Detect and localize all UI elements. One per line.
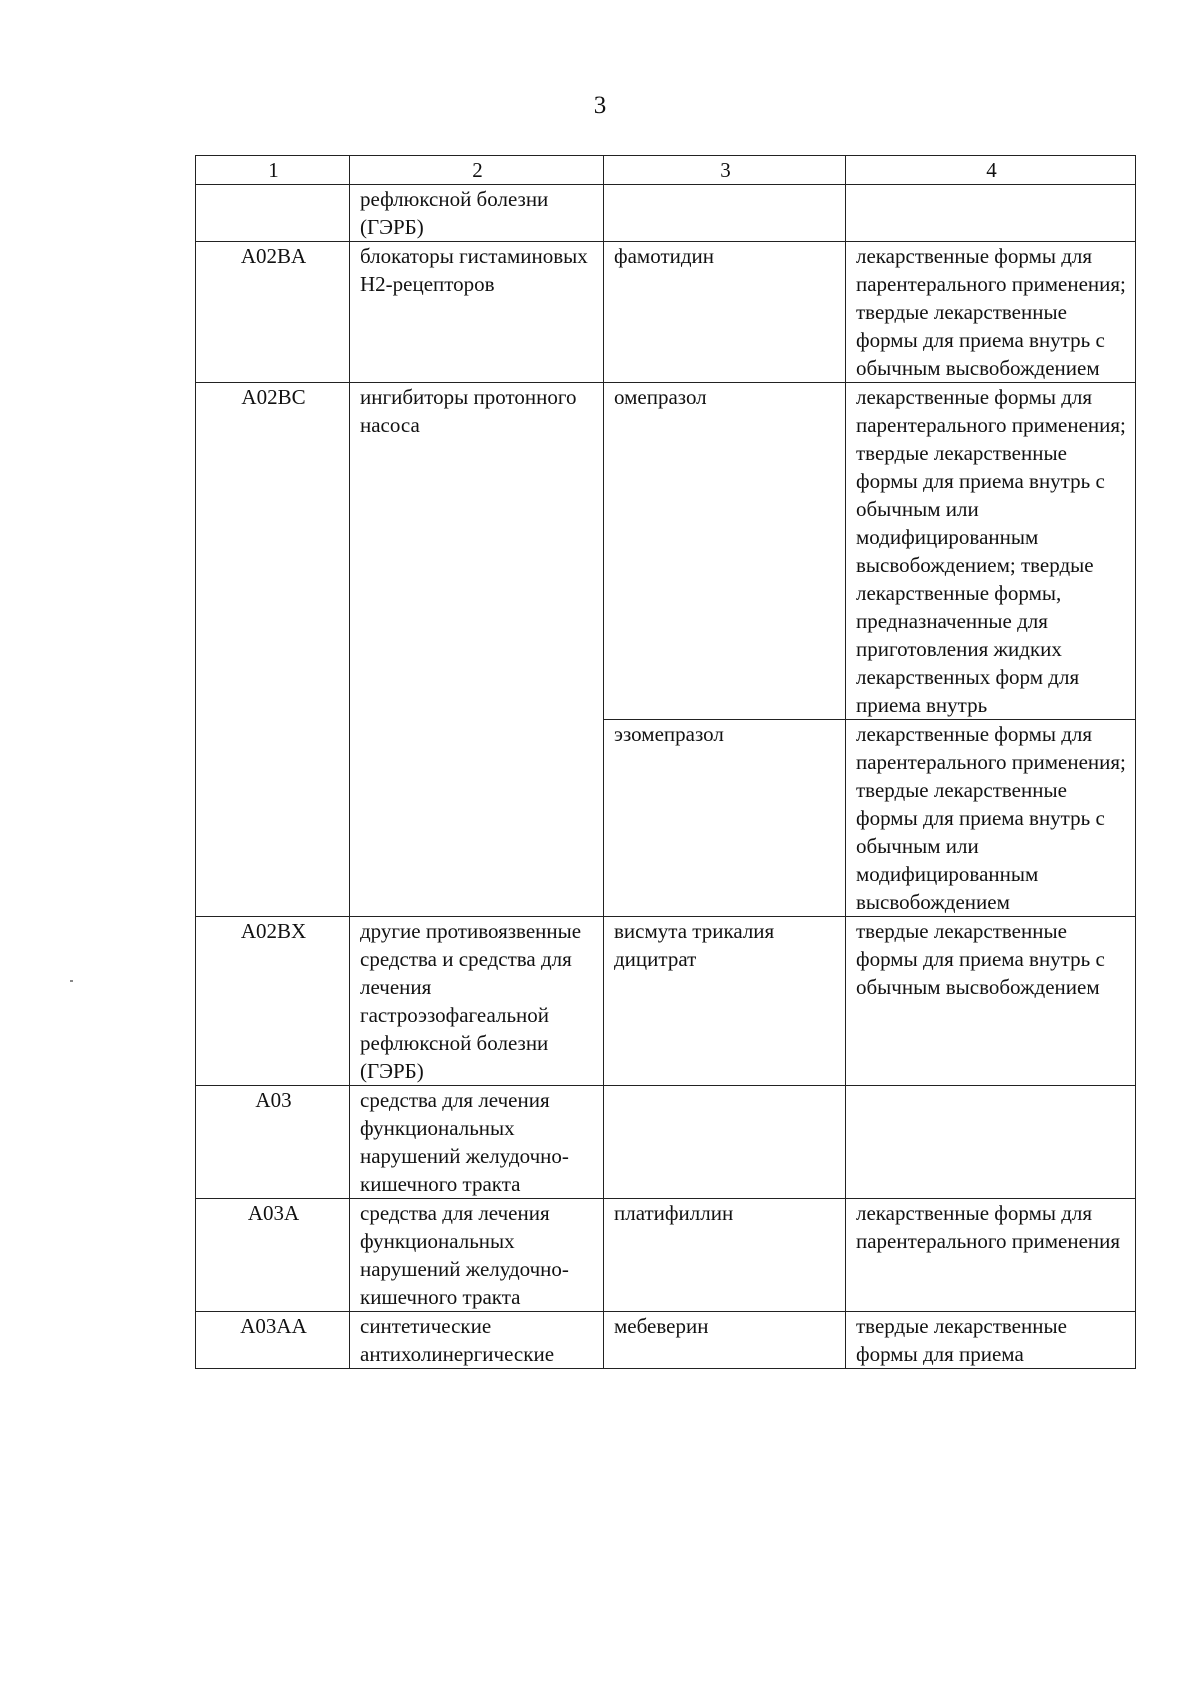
dosage-form-cell: лекарственные формы для парентерального применения; твердые лекарственные формы для приема внутрь с обычным высвобождением — [846, 242, 1136, 383]
table-row — [196, 1199, 1136, 1312]
group-cell: синтетические антихолинергические — [350, 1312, 604, 1369]
header-col-1: 1 — [196, 156, 350, 185]
table-header-row — [196, 156, 1136, 185]
substance-cell: эзомепразол — [604, 720, 846, 917]
dosage-form-cell: твердые лекарственные формы для приема внутрь с обычным высвобождением — [846, 917, 1136, 1086]
dosage-form-cell: лекарственные формы для парентерального применения — [846, 1199, 1136, 1312]
table-row — [196, 185, 1136, 242]
substance-cell: платифиллин — [604, 1199, 846, 1312]
table-row — [196, 383, 1136, 720]
atc-code-cell: A03AA — [196, 1312, 350, 1369]
table-row — [196, 1086, 1136, 1199]
atc-code-cell: A02BX — [196, 917, 350, 1086]
group-cell: рефлюксной болезни (ГЭРБ) — [350, 185, 604, 242]
atc-code-cell: A02BA — [196, 242, 350, 383]
dosage-form-cell — [846, 185, 1136, 242]
group-cell: средства для лечения функциональных нарушений желудочно-кишечного тракта — [350, 1199, 604, 1312]
substance-cell: висмута трикалия дицитрат — [604, 917, 846, 1086]
substance-cell — [604, 185, 846, 242]
atc-code-cell: A03 — [196, 1086, 350, 1199]
medicines-table — [195, 155, 1136, 1369]
table-row — [196, 1312, 1136, 1369]
group-cell: блокаторы гистаминовых H2-рецепторов — [350, 242, 604, 383]
group-cell: ингибиторы протонного насоса — [350, 383, 604, 917]
atc-code-cell: A02BC — [196, 383, 350, 917]
dosage-form-cell: лекарственные формы для парентерального применения; твердые лекарственные формы для приема внутрь с обычным или модифицированным высвобождением — [846, 720, 1136, 917]
table-row — [196, 242, 1136, 383]
group-cell: другие противоязвенные средства и средства для лечения гастроэзофагеальной рефлюксной болезни (ГЭРБ) — [350, 917, 604, 1086]
substance-cell — [604, 1086, 846, 1199]
dosage-form-cell — [846, 1086, 1136, 1199]
scan-speck — [70, 980, 73, 982]
substance-cell: фамотидин — [604, 242, 846, 383]
atc-code-cell: A03A — [196, 1199, 350, 1312]
header-col-4: 4 — [846, 156, 1136, 185]
header-col-3: 3 — [604, 156, 846, 185]
dosage-form-cell: твердые лекарственные формы для приема — [846, 1312, 1136, 1369]
page-number: 3 — [593, 92, 607, 119]
header-col-2: 2 — [350, 156, 604, 185]
table-row — [196, 917, 1136, 1086]
dosage-form-cell: лекарственные формы для парентерального применения; твердые лекарственные формы для приема внутрь с обычным или модифицированным высвобождением; твердые лекарственные формы, предназначенные для приготовления жидких лекарственных форм для приема внутрь — [846, 383, 1136, 720]
substance-cell: мебеверин — [604, 1312, 846, 1369]
atc-code-cell — [196, 185, 350, 242]
substance-cell: омепразол — [604, 383, 846, 720]
group-cell: средства для лечения функциональных нарушений желудочно-кишечного тракта — [350, 1086, 604, 1199]
